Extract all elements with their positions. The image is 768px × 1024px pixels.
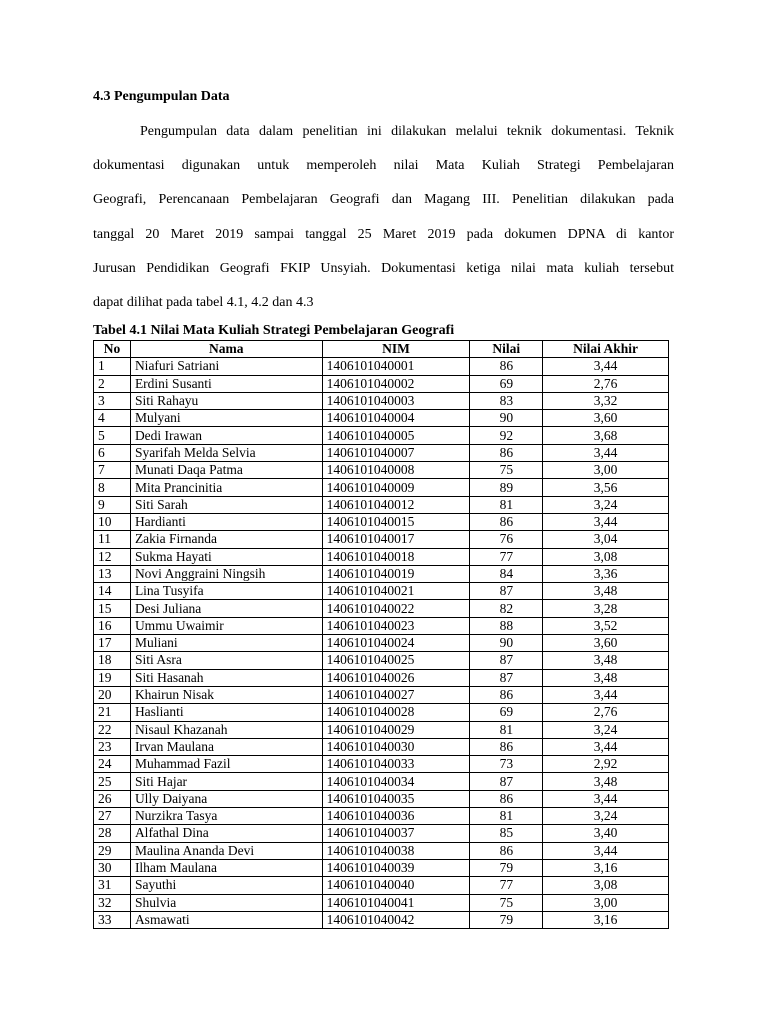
cell-no: 11 [94, 531, 131, 548]
cell-nim: 1406101040015 [322, 513, 470, 530]
cell-no: 29 [94, 842, 131, 859]
cell-nilai-akhir: 3,32 [543, 392, 669, 409]
cell-nilai: 90 [470, 410, 543, 427]
table-row [94, 583, 669, 600]
cell-no: 26 [94, 790, 131, 807]
table-row [94, 704, 669, 721]
cell-nilai-akhir: 2,76 [543, 704, 669, 721]
cell-no: 33 [94, 911, 131, 928]
table-row [94, 635, 669, 652]
table-row [94, 669, 669, 686]
table-row [94, 825, 669, 842]
cell-nilai-akhir: 3,48 [543, 773, 669, 790]
table-row [94, 392, 669, 409]
cell-nilai: 79 [470, 911, 543, 928]
table-row [94, 911, 669, 928]
table-row [94, 444, 669, 461]
cell-nilai-akhir: 3,60 [543, 410, 669, 427]
cell-no: 19 [94, 669, 131, 686]
header-no: No [94, 341, 131, 358]
table-row [94, 358, 669, 375]
cell-no: 20 [94, 686, 131, 703]
cell-nilai: 81 [470, 721, 543, 738]
cell-nim: 1406101040027 [322, 686, 470, 703]
cell-nilai-akhir: 3,48 [543, 583, 669, 600]
table-row [94, 479, 669, 496]
cell-nilai-akhir: 3,44 [543, 790, 669, 807]
cell-nim: 1406101040022 [322, 600, 470, 617]
cell-nim: 1406101040018 [322, 548, 470, 565]
cell-nim: 1406101040005 [322, 427, 470, 444]
cell-nim: 1406101040034 [322, 773, 470, 790]
cell-nim: 1406101040041 [322, 894, 470, 911]
cell-nilai-akhir: 2,76 [543, 375, 669, 392]
cell-nilai: 69 [470, 375, 543, 392]
cell-no: 15 [94, 600, 131, 617]
cell-nama: Irvan Maulana [130, 738, 322, 755]
cell-nilai-akhir: 3,52 [543, 617, 669, 634]
cell-nilai-akhir: 3,08 [543, 548, 669, 565]
cell-nama: Mita Prancinitia [130, 479, 322, 496]
cell-no: 22 [94, 721, 131, 738]
cell-nilai: 84 [470, 565, 543, 582]
cell-nilai: 85 [470, 825, 543, 842]
cell-no: 4 [94, 410, 131, 427]
cell-nama: Ully Daiyana [130, 790, 322, 807]
cell-nilai: 86 [470, 358, 543, 375]
cell-nilai: 90 [470, 635, 543, 652]
cell-nilai: 86 [470, 790, 543, 807]
table-row [94, 513, 669, 530]
table-row [94, 686, 669, 703]
cell-nilai-akhir: 3,08 [543, 877, 669, 894]
table-header-row [94, 341, 669, 358]
table-caption: Tabel 4.1 Nilai Mata Kuliah Strategi Pembelajaran Geografi [93, 323, 455, 338]
cell-nim: 1406101040037 [322, 825, 470, 842]
cell-no: 13 [94, 565, 131, 582]
cell-nilai: 77 [470, 877, 543, 894]
cell-no: 12 [94, 548, 131, 565]
cell-nilai: 82 [470, 600, 543, 617]
cell-nama: Muliani [130, 635, 322, 652]
table-row [94, 721, 669, 738]
cell-nilai-akhir: 3,44 [543, 358, 669, 375]
cell-nilai-akhir: 3,04 [543, 531, 669, 548]
cell-nim: 1406101040002 [322, 375, 470, 392]
body-paragraph [93, 115, 674, 320]
header-nim: NIM [322, 341, 470, 358]
cell-nilai: 86 [470, 686, 543, 703]
cell-no: 2 [94, 375, 131, 392]
cell-no: 7 [94, 462, 131, 479]
cell-no: 6 [94, 444, 131, 461]
cell-nilai: 75 [470, 462, 543, 479]
cell-nilai: 88 [470, 617, 543, 634]
table-row [94, 565, 669, 582]
paragraph-line: tanggal 20 Maret 2019 sampai tanggal 25 Maret 2019 pada dokumen DPNA di kantor [93, 226, 674, 242]
cell-nilai: 87 [470, 669, 543, 686]
table-row [94, 738, 669, 755]
table-row [94, 842, 669, 859]
paragraph-line: dapat dilihat pada tabel 4.1, 4.2 dan 4.3 [93, 295, 314, 311]
cell-nama: Erdini Susanti [130, 375, 322, 392]
cell-nim: 1406101040040 [322, 877, 470, 894]
cell-nilai-akhir: 3,44 [543, 444, 669, 461]
cell-nilai: 77 [470, 548, 543, 565]
cell-nim: 1406101040017 [322, 531, 470, 548]
table-row [94, 600, 669, 617]
cell-nilai-akhir: 3,44 [543, 513, 669, 530]
table-row [94, 877, 669, 894]
cell-nilai: 69 [470, 704, 543, 721]
cell-no: 1 [94, 358, 131, 375]
cell-nama: Nisaul Khazanah [130, 721, 322, 738]
cell-nilai: 75 [470, 894, 543, 911]
cell-nama: Siti Hajar [130, 773, 322, 790]
table-row [94, 462, 669, 479]
cell-no: 31 [94, 877, 131, 894]
cell-no: 10 [94, 513, 131, 530]
cell-nama: Mulyani [130, 410, 322, 427]
cell-nama: Siti Sarah [130, 496, 322, 513]
cell-nama: Zakia Firnanda [130, 531, 322, 548]
cell-nim: 1406101040028 [322, 704, 470, 721]
cell-nilai: 81 [470, 808, 543, 825]
table-row [94, 773, 669, 790]
cell-nim: 1406101040042 [322, 911, 470, 928]
cell-nama: Desi Juliana [130, 600, 322, 617]
header-nilai: Nilai [470, 341, 543, 358]
cell-nilai-akhir: 3,44 [543, 686, 669, 703]
table-row [94, 756, 669, 773]
table-body [94, 358, 669, 929]
cell-nilai-akhir: 2,92 [543, 756, 669, 773]
cell-nama: Alfathal Dina [130, 825, 322, 842]
cell-nim: 1406101040024 [322, 635, 470, 652]
cell-nama: Ummu Uwaimir [130, 617, 322, 634]
cell-no: 5 [94, 427, 131, 444]
grades-table [93, 340, 669, 929]
table-row [94, 496, 669, 513]
cell-nilai: 81 [470, 496, 543, 513]
cell-nama: Hardianti [130, 513, 322, 530]
cell-nilai: 73 [470, 756, 543, 773]
header-nilai-akhir: Nilai Akhir [543, 341, 669, 358]
table-row [94, 531, 669, 548]
cell-nilai-akhir: 3,24 [543, 721, 669, 738]
table-row [94, 617, 669, 634]
cell-nilai: 86 [470, 513, 543, 530]
cell-nama: Lina Tusyifa [130, 583, 322, 600]
cell-nama: Ilham Maulana [130, 859, 322, 876]
cell-nama: Sayuthi [130, 877, 322, 894]
cell-nama: Niafuri Satriani [130, 358, 322, 375]
cell-nim: 1406101040029 [322, 721, 470, 738]
cell-nama: Novi Anggraini Ningsih [130, 565, 322, 582]
section-heading: 4.3 Pengumpulan Data [93, 89, 230, 104]
cell-nilai: 79 [470, 859, 543, 876]
cell-nilai-akhir: 3,24 [543, 808, 669, 825]
cell-nim: 1406101040026 [322, 669, 470, 686]
cell-nim: 1406101040038 [322, 842, 470, 859]
table-row [94, 790, 669, 807]
cell-nilai: 89 [470, 479, 543, 496]
cell-nim: 1406101040012 [322, 496, 470, 513]
cell-nilai-akhir: 3,44 [543, 738, 669, 755]
cell-nilai: 87 [470, 583, 543, 600]
cell-nim: 1406101040033 [322, 756, 470, 773]
cell-nim: 1406101040019 [322, 565, 470, 582]
header-nama: Nama [130, 341, 322, 358]
cell-no: 21 [94, 704, 131, 721]
paragraph-line: Jurusan Pendidikan Geografi FKIP Unsyiah. Dokumentasi ketiga nilai mata kuliah tersebut [93, 260, 674, 276]
cell-nim: 1406101040003 [322, 392, 470, 409]
cell-no: 27 [94, 808, 131, 825]
cell-nilai-akhir: 3,48 [543, 652, 669, 669]
cell-no: 14 [94, 583, 131, 600]
cell-no: 25 [94, 773, 131, 790]
table-row [94, 410, 669, 427]
table-row [94, 808, 669, 825]
paragraph-line: dokumentasi digunakan untuk memperoleh nilai Mata Kuliah Strategi Pembelajaran [93, 158, 674, 174]
cell-no: 8 [94, 479, 131, 496]
cell-nilai: 76 [470, 531, 543, 548]
cell-nim: 1406101040023 [322, 617, 470, 634]
cell-nama: Sukma Hayati [130, 548, 322, 565]
cell-nama: Siti Asra [130, 652, 322, 669]
cell-no: 32 [94, 894, 131, 911]
cell-no: 9 [94, 496, 131, 513]
cell-nilai-akhir: 3,16 [543, 859, 669, 876]
cell-nilai: 86 [470, 842, 543, 859]
table-row [94, 548, 669, 565]
cell-no: 24 [94, 756, 131, 773]
cell-nilai: 86 [470, 444, 543, 461]
cell-nilai-akhir: 3,48 [543, 669, 669, 686]
table-row [94, 375, 669, 392]
cell-nilai-akhir: 3,40 [543, 825, 669, 842]
cell-nama: Shulvia [130, 894, 322, 911]
cell-nim: 1406101040039 [322, 859, 470, 876]
cell-nim: 1406101040004 [322, 410, 470, 427]
cell-nilai-akhir: 3,60 [543, 635, 669, 652]
cell-nama: Khairun Nisak [130, 686, 322, 703]
cell-nama: Nurzikra Tasya [130, 808, 322, 825]
cell-nilai-akhir: 3,44 [543, 842, 669, 859]
table-row [94, 652, 669, 669]
cell-no: 3 [94, 392, 131, 409]
cell-nama: Siti Rahayu [130, 392, 322, 409]
cell-nilai: 92 [470, 427, 543, 444]
cell-nim: 1406101040030 [322, 738, 470, 755]
cell-no: 28 [94, 825, 131, 842]
cell-nilai-akhir: 3,56 [543, 479, 669, 496]
cell-no: 30 [94, 859, 131, 876]
cell-nama: Syarifah Melda Selvia [130, 444, 322, 461]
cell-nim: 1406101040021 [322, 583, 470, 600]
cell-nim: 1406101040007 [322, 444, 470, 461]
cell-nama: Asmawati [130, 911, 322, 928]
cell-no: 23 [94, 738, 131, 755]
cell-nama: Siti Hasanah [130, 669, 322, 686]
cell-nilai: 87 [470, 773, 543, 790]
cell-no: 17 [94, 635, 131, 652]
cell-nilai-akhir: 3,28 [543, 600, 669, 617]
cell-nilai: 86 [470, 738, 543, 755]
cell-nim: 1406101040009 [322, 479, 470, 496]
cell-nama: Munati Daqa Patma [130, 462, 322, 479]
cell-nama: Maulina Ananda Devi [130, 842, 322, 859]
cell-nilai-akhir: 3,16 [543, 911, 669, 928]
cell-no: 16 [94, 617, 131, 634]
cell-nilai: 83 [470, 392, 543, 409]
cell-nim: 1406101040001 [322, 358, 470, 375]
table-row [94, 894, 669, 911]
cell-nilai-akhir: 3,36 [543, 565, 669, 582]
cell-nim: 1406101040036 [322, 808, 470, 825]
cell-nilai-akhir: 3,68 [543, 427, 669, 444]
table-row [94, 427, 669, 444]
cell-nilai-akhir: 3,24 [543, 496, 669, 513]
cell-nilai: 87 [470, 652, 543, 669]
cell-nama: Dedi Irawan [130, 427, 322, 444]
cell-nim: 1406101040025 [322, 652, 470, 669]
paragraph-line: Pengumpulan data dalam penelitian ini dilakukan melalui teknik dokumentasi. Teknik [140, 124, 674, 139]
cell-nilai-akhir: 3,00 [543, 462, 669, 479]
cell-nama: Muhammad Fazil [130, 756, 322, 773]
cell-nim: 1406101040008 [322, 462, 470, 479]
cell-no: 18 [94, 652, 131, 669]
cell-nim: 1406101040035 [322, 790, 470, 807]
paragraph-line: Geografi, Perencanaan Pembelajaran Geografi dan Magang III. Penelitian dilakukan pada [93, 192, 674, 208]
cell-nama: Haslianti [130, 704, 322, 721]
table-row [94, 859, 669, 876]
cell-nilai-akhir: 3,00 [543, 894, 669, 911]
